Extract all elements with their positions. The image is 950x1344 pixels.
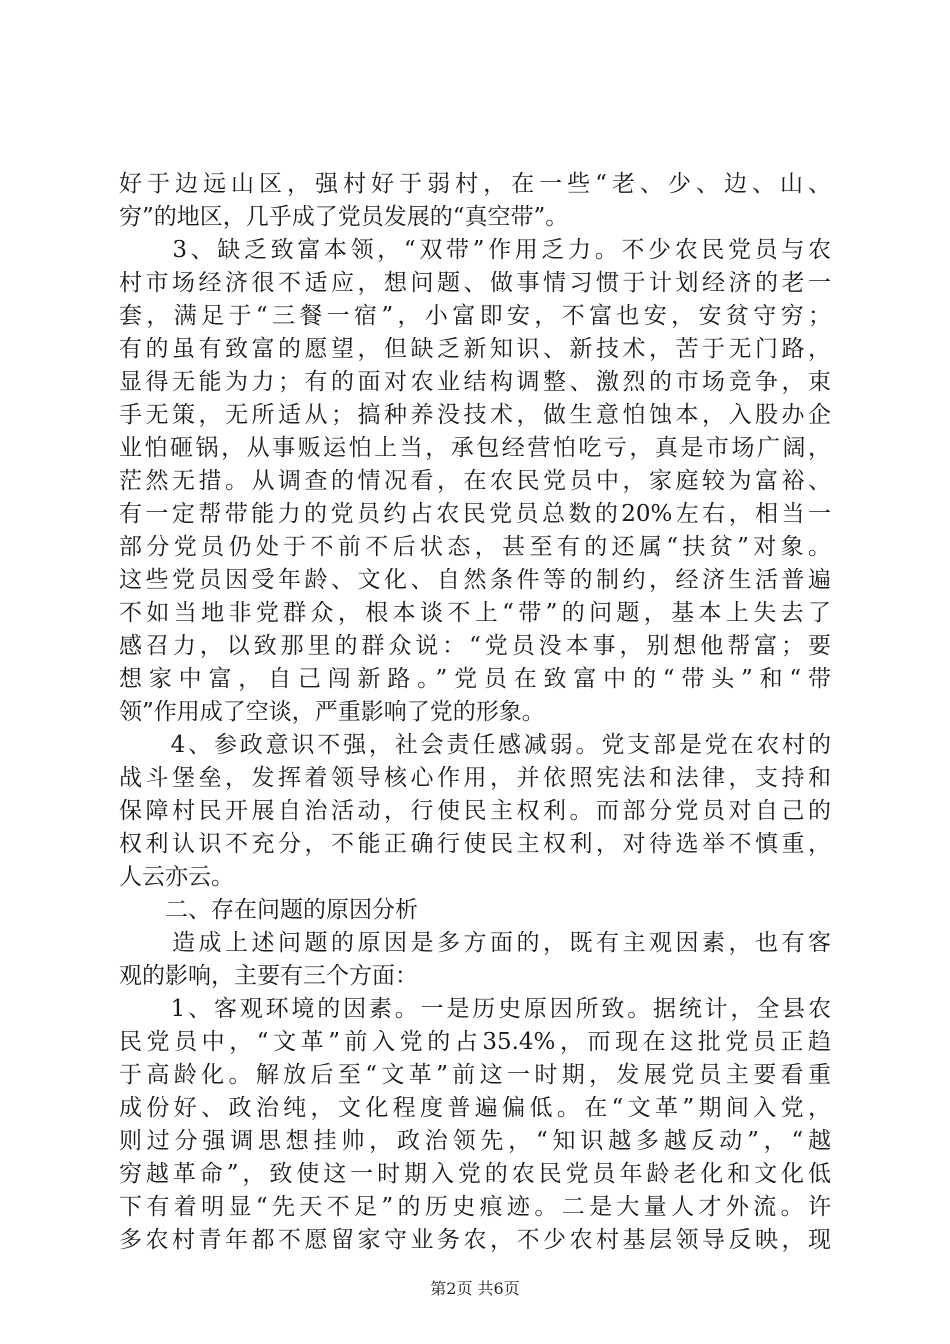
text-line: 套，满足于“三餐一宿”，小富即安，不富也安，安贫守穷； (119, 303, 831, 329)
text-line: 3、缺乏致富本领，“双带”作用乏力。不少农民党员与农 (119, 237, 831, 263)
text-line: 4、参政意识不强，社会责任感减弱。党支部是党在农村的 (119, 732, 831, 758)
text-line: 保障村民开展自治活动，行使民主权利。而部分党员对自己的 (119, 798, 831, 824)
text-line: 成份好、政治纯，文化程度普遍偏低。在“文革”期间入党， (119, 1095, 831, 1121)
text-line: 权利认识不充分，不能正确行使民主权利，对待选举不慎重， (119, 831, 831, 857)
text-line: 观的影响，主要有三个方面： (119, 963, 418, 989)
text-line: 穷越革命”，致使这一时期入党的农民党员年龄老化和文化低 (119, 1161, 831, 1187)
text-line: 茫然无措。从调查的情况看，在农民党员中，家庭较为富裕、 (119, 468, 831, 494)
text-line: 好于边远山区，强村好于弱村，在一些“老、少、边、山、 (119, 171, 831, 197)
text-line: 有一定帮带能力的党员约占农民党员总数的20%左右，相当一 (119, 501, 831, 527)
text-line: 这些党员因受年龄、文化、自然条件等的制约，经济生活普遍 (119, 567, 831, 593)
text-line: 有的虽有致富的愿望，但缺乏新知识、新技术，苦于无门路， (119, 336, 831, 362)
text-line: 民党员中，“文革”前入党的占35.4%，而现在这批党员正趋 (119, 1029, 831, 1055)
text-line: 人云亦云。 (119, 864, 234, 890)
page-footer: 第2页 共6页 (430, 1279, 520, 1298)
text-line: 业怕砸锅，从事贩运怕上当，承包经营怕吃亏，真是市场广阔， (119, 435, 831, 461)
text-line: 穷”的地区，几乎成了党员发展的“真空带”。 (119, 204, 569, 230)
text-line: 二、存在问题的原因分析 (119, 897, 418, 923)
text-line: 造成上述问题的原因是多方面的，既有主观因素，也有客 (119, 930, 831, 956)
text-line: 多农村青年都不愿留家守业务农，不少农村基层领导反映，现 (119, 1227, 831, 1253)
text-line: 村市场经济很不适应，想问题、做事情习惯于计划经济的老一 (119, 270, 831, 296)
body-text (119, 168, 831, 1257)
text-line: 感召力，以致那里的群众说：“党员没本事，别想他帮富；要 (119, 633, 831, 659)
text-line: 下有着明显“先天不足”的历史痕迹。二是大量人才外流。许 (119, 1194, 831, 1220)
text-line: 战斗堡垒，发挥着领导核心作用，并依照宪法和法律，支持和 (119, 765, 831, 791)
text-line: 想家中富，自己闯新路。”党员在致富中的“带头”和“带 (119, 666, 831, 692)
text-line: 部分党员仍处于不前不后状态，甚至有的还属“扶贫”对象。 (119, 534, 831, 560)
text-line: 领”作用成了空谈，严重影响了党的形象。 (119, 699, 545, 725)
text-line: 则过分强调思想挂帅，政治领先，“知识越多越反动”，“越 (119, 1128, 831, 1154)
text-line: 于高龄化。解放后至“文革”前这一时期，发展党员主要看重 (119, 1062, 831, 1088)
text-line: 不如当地非党群众，根本谈不上“带”的问题，基本上失去了 (119, 600, 831, 626)
text-line: 手无策，无所适从；搞种养没技术，做生意怕蚀本，入股办企 (119, 402, 831, 428)
text-line: 1、客观环境的因素。一是历史原因所致。据统计，全县农 (119, 996, 831, 1022)
text-line: 显得无能为力；有的面对农业结构调整、激烈的市场竞争，束 (119, 369, 831, 395)
